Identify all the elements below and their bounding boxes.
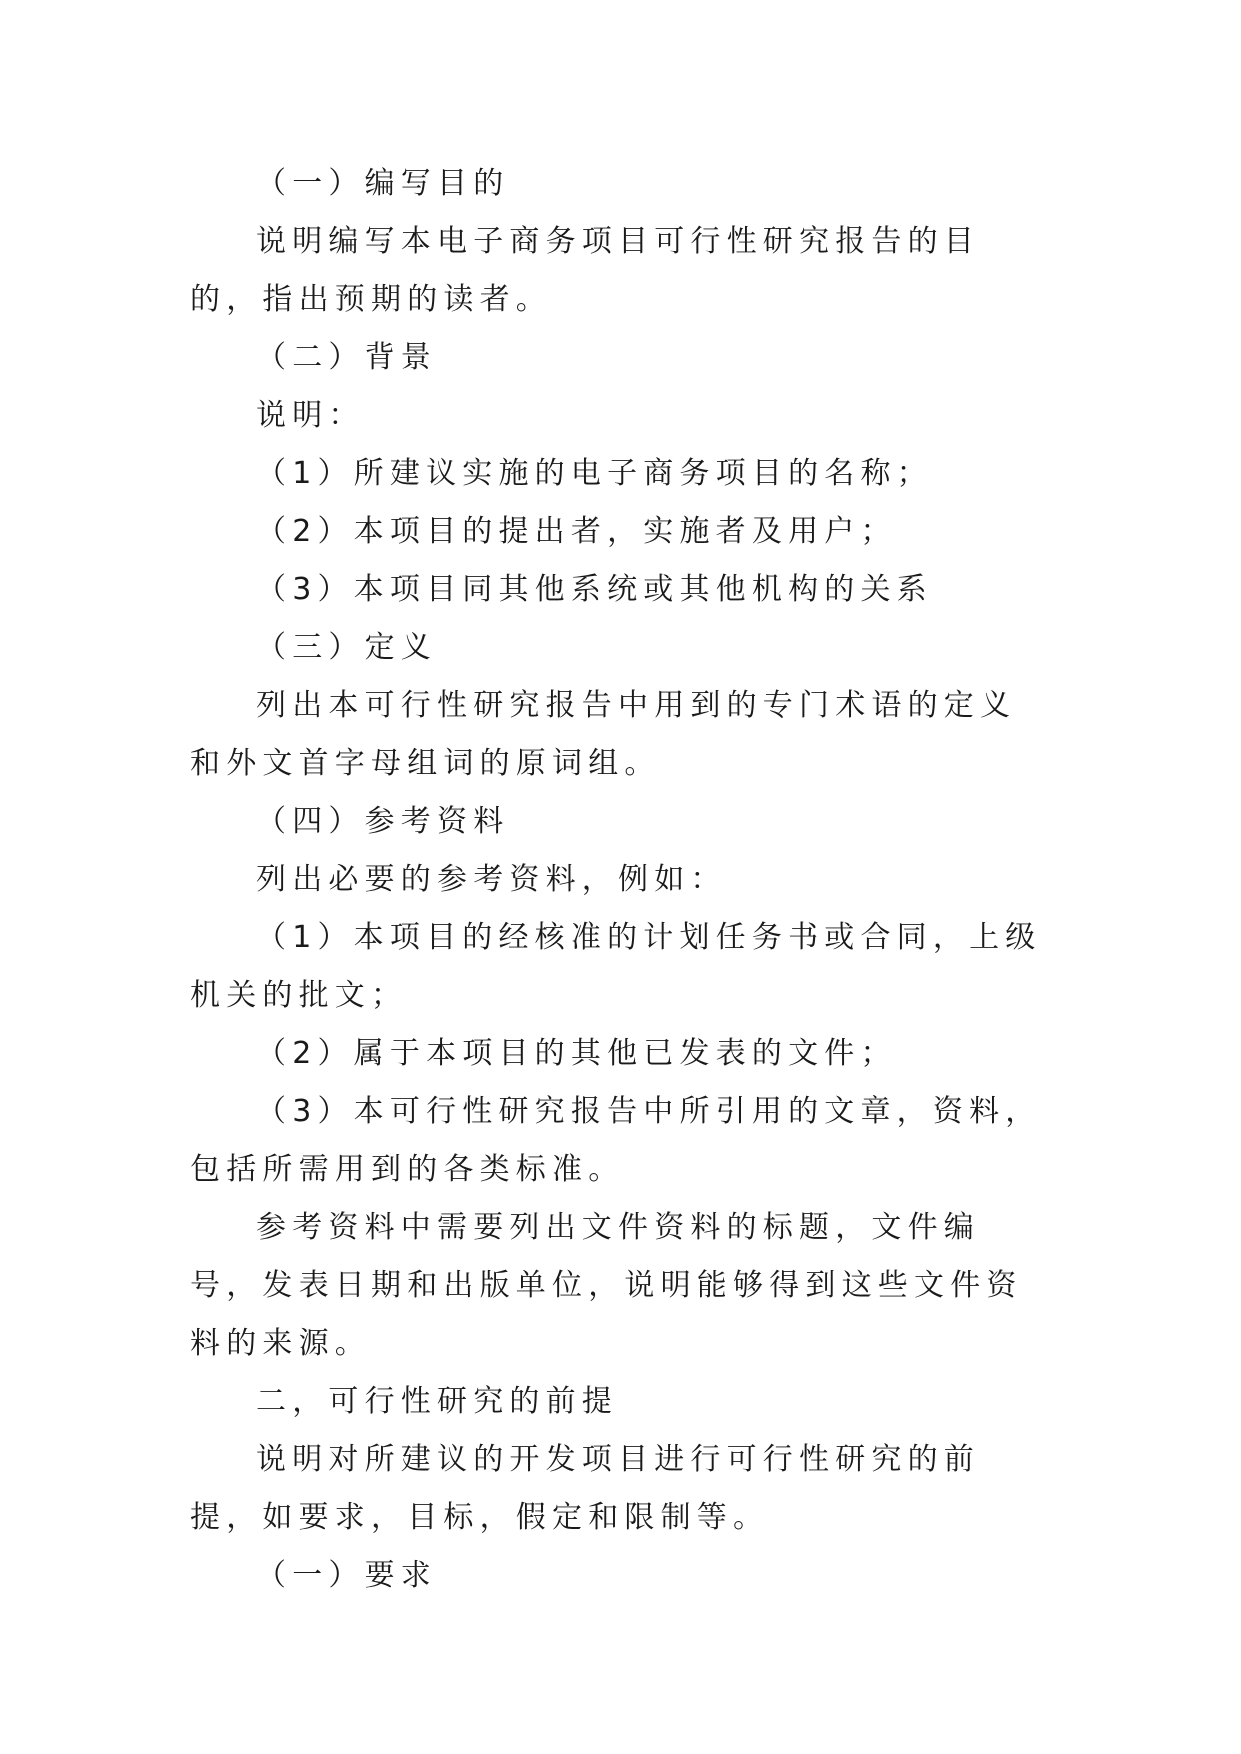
document-body <box>190 155 1050 1605</box>
section-heading-premise: 二，可行性研究的前提 <box>256 1384 618 1419</box>
section-heading-background: （二）背景 <box>256 340 437 375</box>
paragraph-references-intro: 列出必要的参考资料，例如： <box>256 862 727 897</box>
paragraph-purpose: 说明编写本电子商务项目可行性研究报告的目的，指出预期的读者。 <box>190 224 980 317</box>
list-item-reference-2: （2）属于本项目的其他已发表的文件； <box>256 1036 897 1071</box>
paragraph-references-detail: 参考资料中需要列出文件资料的标题，文件编号，发表日期和出版单位，说明能够得到这些文件资料的来源。 <box>190 1210 1023 1361</box>
list-item-reference-3: （3）本可行性研究报告中所引用的文章，资料，包括所需用到的各类标准。 <box>190 1094 1042 1187</box>
list-item-background-3: （3）本项目同其他系统或其他机构的关系 <box>256 572 933 607</box>
section-heading-references: （四）参考资料 <box>256 804 510 839</box>
list-item-background-1: （1）所建议实施的电子商务项目的名称； <box>256 456 933 491</box>
paragraph-definitions: 列出本可行性研究报告中用到的专门术语的定义和外文首字母组词的原词组。 <box>190 688 1017 781</box>
list-item-reference-1: （1）本项目的经核准的计划任务书或合同，上级机关的批文； <box>190 920 1042 1013</box>
list-item-background-2: （2）本项目的提出者，实施者及用户； <box>256 514 897 549</box>
section-heading-requirements: （一）要求 <box>256 1558 437 1593</box>
paragraph-premise: 说明对所建议的开发项目进行可行性研究的前提，如要求，目标，假定和限制等。 <box>190 1442 980 1535</box>
section-heading-definitions: （三）定义 <box>256 630 437 665</box>
section-heading-purpose: （一）编写目的 <box>256 166 510 201</box>
paragraph-explain: 说明： <box>256 398 365 433</box>
